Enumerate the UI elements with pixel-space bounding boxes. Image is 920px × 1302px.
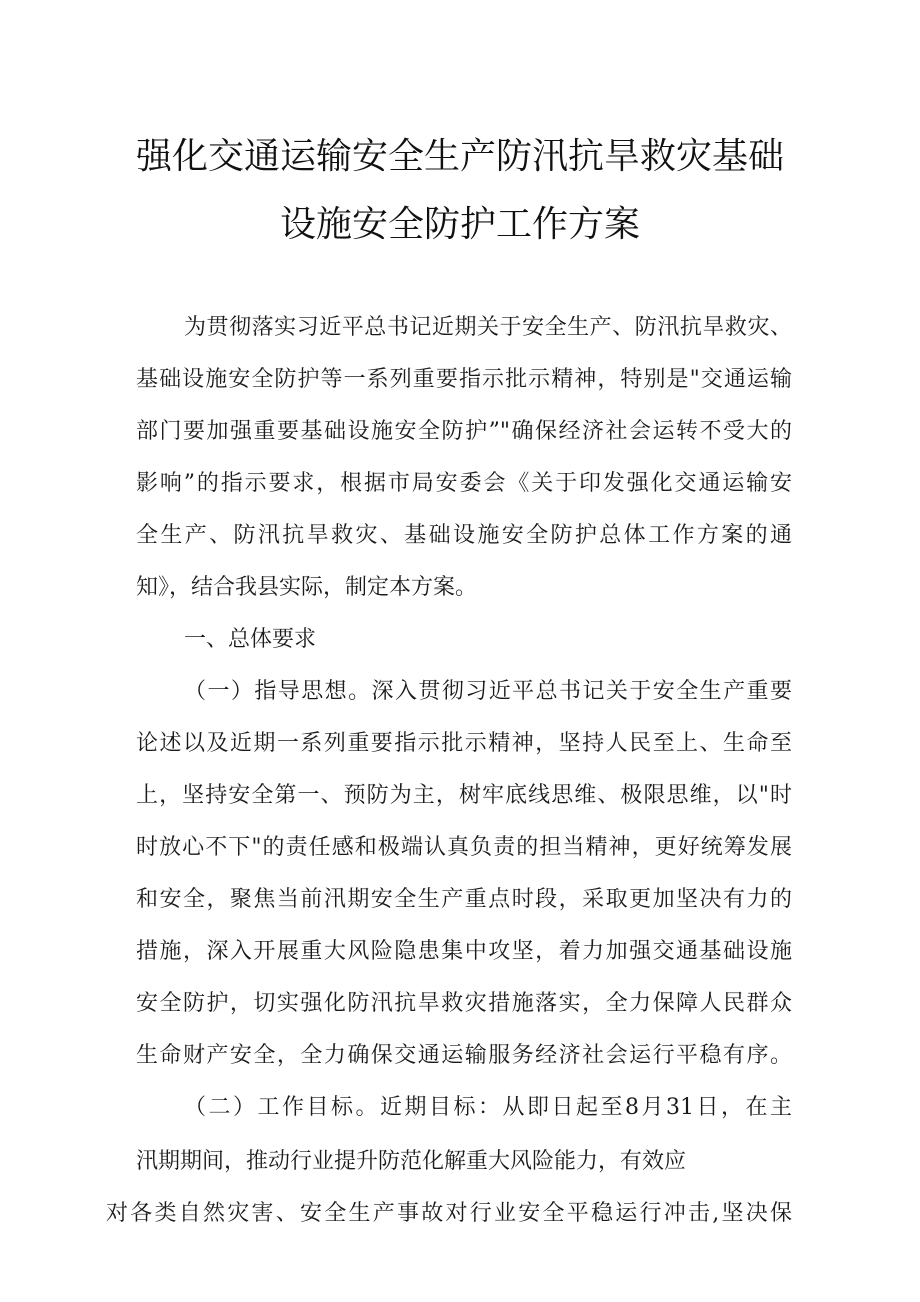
paragraph-guiding-line-6: 措施，深入开展重大风险隐患集中攻坚，着力加强交通基础设施 [136,939,792,964]
paragraph-goals-line-3: 对各类自然灾害、安全生产事故对行业安全平稳运行冲击,坚决保 [106,1201,792,1226]
paragraph-guiding-line-4: 时放心不下"的责任感和极端认真负责的担当精神，更好统筹发展 [136,835,792,860]
document-title-line-2: 设施安全防护工作方案 [279,204,640,245]
paragraph-guiding-line-3: 上，坚持安全第一、预防为主，树牢底线思维、极限思维，以"时 [136,783,792,808]
paragraph-guiding-line-5: 和安全，聚焦当前汛期安全生产重点时段，采取更加坚决有力的 [136,887,792,912]
paragraph-goals-line-2: 汛期期间，推动行业提升防范化解重大风险能力，有效应 [136,1149,687,1174]
section-heading-general-requirements: 一、总体要求 [184,627,317,652]
paragraph-guiding-line-1: （一）指导思想。深入贯彻习近平总书记关于安全生产重要 [184,679,792,704]
paragraph-1-line-4: 影响”的指示要求，根据市局安委会《关于印发强化交通运输安 [136,471,792,496]
paragraph-guiding-line-7: 安全防护，切实强化防汛抗旱救灾措施落实，全力保障人民群众 [136,991,792,1016]
paragraph-goals-line-1: （二）工作目标。近期目标：从即日起至8月31日，在主 [184,1095,792,1120]
paragraph-1-line-2: 基础设施安全防护等一系列重要指示批示精神，特别是"交通运输 [136,367,792,392]
paragraph-1-line-3: 部门要加强重要基础设施安全防护”"确保经济社会运转不受大的 [136,419,792,444]
paragraph-guiding-line-2: 论述以及近期一系列重要指示批示精神，坚持人民至上、生命至 [136,731,792,756]
document-title-line-1: 强化交通运输安全生产防汛抗旱救灾基础 [135,136,784,177]
paragraph-guiding-line-8: 生命财产安全，全力确保交通运输服务经济社会运行平稳有序。 [136,1043,792,1068]
paragraph-1-line-6: 知》，结合我县实际，制定本方案。 [136,575,478,600]
paragraph-1-line-5: 全生产、防汛抗旱救灾、基础设施安全防护总体工作方案的通 [136,523,792,548]
paragraph-1-line-1: 为贯彻落实习近平总书记近期关于安全生产、防汛抗旱救灾、 [184,315,792,340]
